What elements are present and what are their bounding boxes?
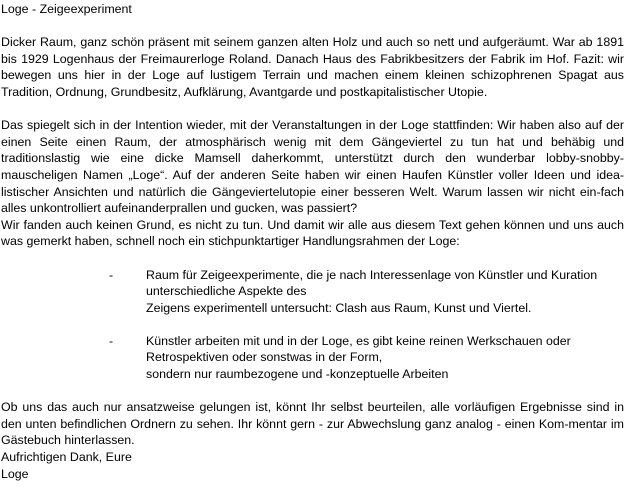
list-bullet: - [109,267,114,282]
list-item [1,333,624,383]
list-item-line: Künstler arbeiten mit und in der Loge, es gibt keine reinen Werkschauen oder [146,333,571,348]
list-item-line: Retrospektiven oder sonstwas in der Form, [146,350,383,365]
spacer [1,250,624,267]
list-bullet: - [109,333,114,348]
list-item-line: Zeigens experimentell untersucht: Clash aus Raum, Kunst und Viertel. [146,300,532,315]
document-title: Loge - Zeigeexperiment [1,2,132,16]
reason-paragraph: Wir fanden auch keinen Grund, es nicht zu tun. Und damit wir alle aus diesem Text gehen können und uns auch was gemerkt haben, schnell noch ein stichpunktartiger Handlungsrahmen der Loge: [1,217,624,249]
intention-paragraph: Das spiegelt sich in der Intention wieder, mit der Veranstaltungen in der Loge stattfinden: Wir haben also auf der einen Seite einen Raum, der atmosphärisch wenig mit dem Gängeviertel zu tun hat und behäbig und traditionslastig wie eine dicke Mamsell daherkommt, unterstützt durch den wunderbar lobby-snobby-mauscheligen Namen „Loge“. Auf der anderen Seite haben wir einen Haufen Künstler voller Ideen und idea-listischer Ansichten und natürlich die Gängeviertelutopie einer besseren Welt. Warum lassen wir nicht ein-fach alles unkontrolliert aufeinanderprallen und gucken, was passiert? [1,118,624,216]
spacer [1,101,624,118]
signature: Loge [1,466,29,481]
list-item [1,267,624,317]
spacer [1,18,624,35]
spacer [1,383,624,400]
list-item-line: Raum für Zeigeexperimente, die je nach Interessenlage von Künstler und Kuration [146,267,598,282]
spacer [1,316,624,333]
list-item-line: unterschiedliche Aspekte des [146,284,307,299]
outro-paragraph: Ob uns das auch nur ansatzweise gelungen ist, könnt Ihr selbst beurteilen, alle vorläufigen Ergebnisse sind in den unten befindlichen Ordnern zu sehen. Ihr könnt gern - zur Abwechslung ganz analog - einen Kom-mentar im Gästebuch hinterlassen. [1,400,624,448]
closing-line: Aufrichtigen Dank, Eure [1,450,132,465]
intro-paragraph: Dicker Raum, ganz schön präsent mit seinem ganzen alten Holz und auch so nett und aufgeräumt. War ab 1891 bis 1929 Logenhaus der Freimaurerloge Roland. Danach Haus des Fabrikbesitzers der Fabrik im Hof. Fazit: wir bewegen uns hier in der Loge auf lustigem Terrain und machen einem kleinen schizophrenen Spagat aus Tradition, Ordnung, Grundbesitz, Aufklärung, Avantgarde und postkapitalistischer Utopie. [1,35,624,99]
list-item-line: sondern nur raumbezogene und -konzeptuelle Arbeiten [146,367,449,382]
